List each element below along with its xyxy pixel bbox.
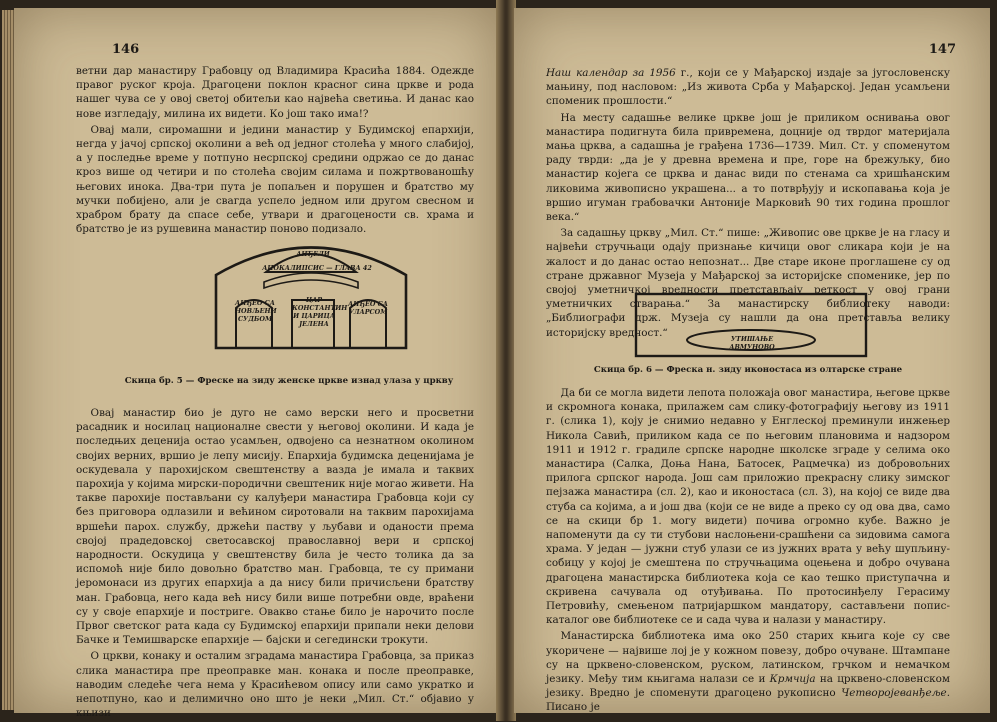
paragraph: ветни дар манастиру Грабовцу од Владимира Красића 1884. Одежде правог руског кроја. Драгоцени поклон красног сина цркве и рода нашег чува се у овој светој обитељи као највећа светиња. И данас као нове изгледају, милина их видети. Ко још тако има!? [76,65,474,120]
sketch-label-left-angel: АНЂЕО СА НОВЉЕНИ СУДБОМ [235,299,277,323]
paragraph: На месту садашње велике цркве још је приликом оснивања овог манастира подигнута била привремена, доцније од тврдог материјала мања црква, а садашња је грађена 1736—1739. Мил. Ст. у споменутом раду тврди: „да је у древна времена и пре, горе на брежуљку, био манастир којега се црква и данас види по стенама са хришћанским ликовима живописно украшена... а то потврђују и ископавања која је вршио игуман грабовачки Антоније Марковић 90 тих година прошлог века.“ [546,111,950,224]
book-gutter [496,0,516,721]
right-page [514,8,990,713]
paragraph: Овај мали, сиромашни и једини манастир у Будимској епархији, негда у јачој српској околини а већ од једног столећа у много слабијој, а у последње време у потпуно несрпској средини одржао се до данас кроз више од четири и по столећа својим силама и пожртвованошћу његових инока. Два-три пута је попаљен и порушен и братство му мучки побијено, али је свагда успело једном или другом свесном и храбром брату да спасе себе, утвари и драгоцености св. храма и братство је из рушевина манастир поново подизало. [76,123,474,236]
page-edges [2,10,14,710]
sketch-label-emperor: ЦАР КОНСТАНТИН И ЦАРИЦА ЈЕЛЕНА [292,296,348,328]
paragraph: За садашњу цркву „Мил. Ст.“ пише: „Живопис ове цркве је на гласу и највећи стручњаци одају признање кичици овог сликара који је на жалост и до данас остао непознат... Две старе иконе проглашене су од стране државног Музеја у Мађарској за историјске споменике, јер по својој уметничкој вредности претстављају реткост у овој грани уметничких стварања.“ За манастирску библиотеку наводи: „Библиографи држ. Музеја су нашли да она претставља велику историјску вредност.“ [546,227,950,339]
caption-sketch-5: Скица бр. 5 — Фреске на зиду женске цркве изнад улаза у цркву [124,376,454,386]
calendar-title: Наш календар за 1956 [546,67,676,79]
left-page [14,8,498,720]
paragraph: Наш календар за 1956 г., који се у Мађарској издаје за југословенску мањину, под насловом: „Из живота Срба у Мађарској. Један усамљени споменик прошлости.“ [546,67,950,108]
sketch-label-right-angel: АНЂЕО СА УЛАРСОМ [348,300,388,316]
paragraph: Да би се могла видети лепота положаја овог манастира, његове цркве и скромнога конака, прилажем сам слику-фотографију његову из 1911 г. (слика 1), коју је снимио недавно у Енглеској преминули инжењер Никола Савић, приликом када се по његовим плановима и надзором 1911 и 1912 г. градиле српске народне школске зграде у селима око манастира (Салка, Доња Нана, Батосек, Рацмечка) из добровољних прилога српског народа. Још сам приложио прекрасну слику зимског пејзажа манастира (сл. 2), као и иконостаса (сл. 3), на којој се виде два стуба са којима, а и још два (који се не виде а преко су од ова два, само се на скици бр 1. могу видети) почива огромно кубе. Важно је напоменути да су ти стубови наслоњени-срашћени са зидовима самога храма. У један — јужни стуб улази се из јужних врата у већу шупљину-собицу у којој је смештена по стручњацима оцењена и добро очувана драгоцена манастирска библиотека која се као тешко приступачна и скривена сачувала од отуђивања. По протосинђелу Герасиму Петровићу, смењеном патријаршком мандатору, састављени попис-каталог ове библиотеке се и сада чува и налази у манастиру. [546,387,950,627]
left-text-top [76,64,474,238]
page-number-left: 146 [112,42,140,57]
paragraph: О цркви, конаку и осталим зградама манастира Грабовца, за приказ слика манастира пре преоправке ман. конака и после преоправке, наводим следеће чега нема у Красићевом опису или само укратко и непотпуно, као и делимично оно што је неки „Мил. Ст.“ објавио у књизи [76,650,474,720]
right-text-bottom [546,386,950,717]
left-text-bottom [76,406,474,722]
sketch-label-apocalypse: АПОКАЛИПСИС — ГЛАВА 42 [262,264,372,272]
paragraph: Манастирска библиотека има око 250 старих књига које су све укоричене — највише лој је у кожном повезу, добро очуване. Штампане су на црквено-словенском, руском, латинском, грчком и немачком језику. Међу тим књигама налази се и Крмчија на црквено-словенском језику. Вредно је споменути драгоцено рукописно Четворојеванђеље. Писано је [546,630,950,714]
paragraph: Овај манастир био је дуго не само верски него и просветни расадник и носилац националне свести у његовој околини. И када је последњих деценија остао усамљен, одвојено са незнатном околином својих верних, вршио је лепу мисију. Епархија будимска деценијама је оскудевала у парохијском свештенству а вазда је имала и таквих парохија у којима мирски-породични свештеник није могао живети. На такве парохије постављани су калуђери манастира Грабовца који су без приговора одлазили и већином сиротовали на таквим парохијама вршећи парох. службу, држећи паству у љубави и оданости према својој прадедовској светосавској православној вери и српској народности. Оскудица у свештенству била је често толика да за испомоћ није било довољно братство ман. Грабовца, те су примани јеромонаси из других епархија а да нису били причисљени братству ман. Грабовца, него када већ нису били више потребни овде, враћени су у своје епархије и постриге. Овакво стање било је нарочито после Првог светског рата када су Будимској епархији припали неки делови Бачке и Темишварске епархије — бајски и сегедински трокути. [76,407,474,647]
page-number-right: 147 [928,42,956,57]
sketch-label-angels: АНЂЕЛИ [296,250,330,258]
sketch-label-dormition: УТИШАЊЕ АВМУНОВО [729,335,775,351]
caption-sketch-6: Скица бр. 6 — Фреска н. зиду иконостаса из олтарске стране [593,365,903,375]
